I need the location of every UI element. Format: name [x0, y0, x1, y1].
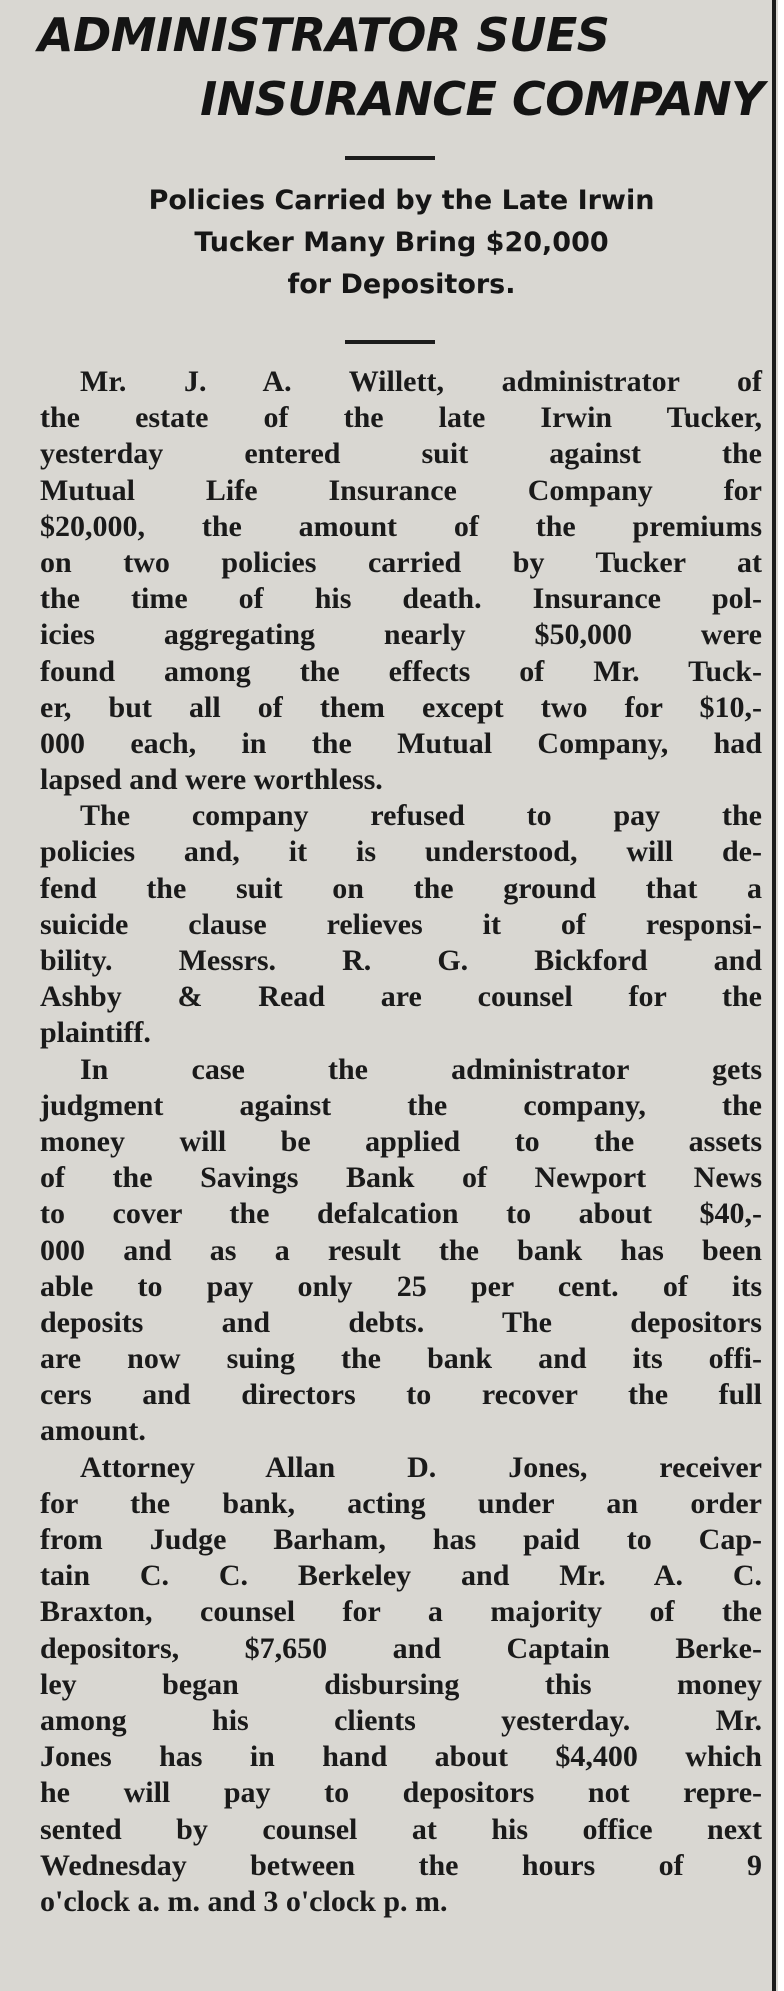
body-line: the time of his death. Insurance pol-	[40, 582, 762, 616]
body-line: $20,000, the amount of the premiums	[40, 509, 762, 543]
body-line: Mutual Life Insurance Company for	[40, 473, 762, 507]
body-line: amount.	[40, 1414, 146, 1448]
body-line: ley began disbursing this money	[40, 1667, 762, 1701]
body-line: the estate of the late Irwin Tucker,	[40, 401, 762, 435]
body-line: depositors, $7,650 and Captain Berke-	[40, 1631, 762, 1665]
body-line: are now suing the bank and its offi-	[40, 1342, 762, 1376]
body-line: found among the effects of Mr. Tuck-	[40, 654, 762, 688]
body-line: Wednesday between the hours of 9	[40, 1848, 762, 1882]
body-line: fend the suit on the ground that a	[40, 871, 762, 905]
article-body	[40, 364, 762, 1920]
body-line: on two policies carried by Tucker at	[40, 545, 762, 579]
body-line: icies aggregating nearly $50,000 were	[40, 618, 762, 652]
body-line: er, but all of them except two for $10,-	[40, 690, 762, 724]
body-line: tain C. C. Berkeley and Mr. A. C.	[40, 1559, 762, 1593]
subhead-line: for Depositors.	[287, 269, 516, 300]
body-line: policies and, it is understood, will de-	[40, 835, 762, 869]
body-line: Mr. J. A. Willett, administrator of	[80, 365, 762, 398]
body-line: of the Savings Bank of Newport News	[40, 1161, 762, 1195]
subhead-line: Tucker Many Bring $20,000	[194, 227, 609, 258]
body-line: Braxton, counsel for a majority of the	[40, 1595, 762, 1629]
body-line: from Judge Barham, has paid to Cap-	[40, 1523, 762, 1556]
subheadline	[34, 180, 769, 306]
body-line: able to pay only 25 per cent. of its	[40, 1269, 762, 1303]
body-line: judgment against the company, the	[40, 1088, 762, 1122]
body-line: 000 and as a result the bank has been	[40, 1233, 762, 1267]
body-line: suicide clause relieves it of responsi-	[40, 907, 762, 941]
column-rule	[772, 0, 776, 1991]
body-line: Ashby & Read are counsel for the	[40, 980, 762, 1014]
body-line: lapsed and were worthless.	[40, 763, 383, 797]
body-line: for the bank, acting under an order	[40, 1486, 762, 1520]
subhead-line: Policies Carried by the Late Irwin	[148, 185, 655, 216]
headline-line-1: ADMINISTRATOR SUES	[38, 8, 610, 62]
body-line: In case the administrator gets	[80, 1052, 762, 1086]
body-line: o'clock a. m. and 3 o'clock p. m.	[40, 1884, 448, 1918]
body-line: Jones has in hand about $4,400 which	[40, 1740, 762, 1774]
body-line: 000 each, in the Mutual Company, had	[40, 726, 762, 760]
body-line: to cover the defalcation to about $40,-	[40, 1197, 762, 1231]
body-line: money will be applied to the assets	[40, 1124, 762, 1158]
headline-line-2: INSURANCE COMPANY	[200, 72, 764, 126]
body-line: yesterday entered suit against the	[40, 437, 762, 471]
body-line: Attorney Allan D. Jones, receiver	[80, 1450, 762, 1484]
body-line: The company refused to pay the	[80, 799, 762, 833]
body-line: sented by counsel at his office next	[40, 1812, 762, 1846]
body-line: bility. Messrs. R. G. Bickford and	[40, 944, 762, 977]
body-line: he will pay to depositors not repre-	[40, 1776, 762, 1810]
subhead-divider	[345, 340, 435, 344]
body-line: plaintiff.	[40, 1016, 151, 1050]
headline-divider	[345, 156, 435, 160]
body-line: deposits and debts. The depositors	[40, 1305, 762, 1339]
body-line: among his clients yesterday. Mr.	[40, 1703, 762, 1737]
body-line: cers and directors to recover the full	[40, 1378, 762, 1412]
